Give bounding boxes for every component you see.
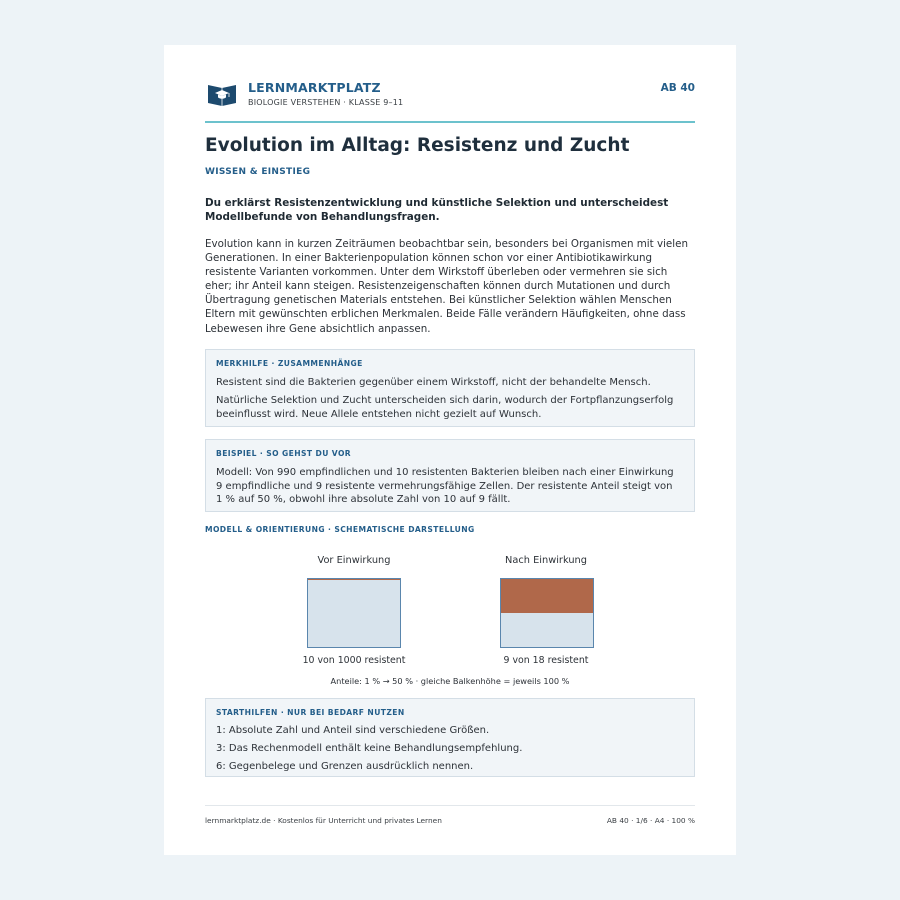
merkhilfe-line: Resistent sind die Bakterien gegenüber einem Wirkstoff, nicht der behandelte Mensch.	[216, 377, 651, 388]
modell-label: MODELL & ORIENTIERUNG · SCHEMATISCHE DARSTELLUNG	[205, 525, 475, 534]
merkhilfe-line: Natürliche Selektion und Zucht unterscheiden sich darin, wodurch der Fortpflanzungserfolg beeinflusst wird. Neue Allele entstehen nicht gezielt auf Wunsch.	[216, 395, 674, 420]
open-book-graduation-cap-icon	[207, 82, 237, 106]
page-header	[205, 79, 695, 119]
diagram-note: Anteile: 1 % → 50 % · gleiche Balkenhöhe = jeweils 100 %	[330, 676, 570, 686]
body-paragraph: Evolution kann in kurzen Zeiträumen beobachtbar sein, besonders bei Organismen mit vielen Generationen. In einer Bakterienpopulation können schon vor einer Antibiotikawirkung resistente Varianten vorkommen. Unter dem Wirkstoff überleben oder vermehren sie sich eher; ihr Anteil kann steigen. Resistenzeigenschaften können durch Mutationen und durch Übertragung genetischen Materials entstehen. Bei künstlicher Selektion wählen Menschen Eltern mit gewünschten erblichen Merkmalen. Beide Fälle verändern Häufigkeiten, ohne dass Lebewesen ihre Gene absichtlich anpassen.	[205, 238, 688, 335]
beispiel-label: BEISPIEL · SO GEHST DU VOR	[216, 449, 352, 458]
bar-title: Vor Einwirkung	[317, 555, 391, 566]
section-kicker: WISSEN & EINSTIEG	[205, 167, 311, 177]
footer-divider	[205, 805, 695, 806]
bar-title: Nach Einwirkung	[505, 555, 587, 566]
worksheet-page	[164, 45, 736, 855]
merkhilfe-box	[205, 349, 695, 427]
worksheet-code: AB 40	[660, 82, 695, 94]
bar-caption: 9 von 18 resistent	[503, 655, 589, 666]
header-divider	[205, 121, 695, 123]
bar-resistant-segment	[501, 579, 593, 613]
selection-diagram	[205, 545, 695, 695]
starthilfen-box	[205, 698, 695, 777]
page-title: Evolution im Alltag: Resistenz und Zucht	[205, 135, 630, 156]
bar-before	[307, 578, 401, 648]
footer-left: lernmarktplatz.de · Kostenlos für Unterricht und privates Lernen	[205, 816, 442, 825]
starthilfe-item: 6: Gegenbelege und Grenzen ausdrücklich nennen.	[216, 761, 474, 772]
bar-caption: 10 von 1000 resistent	[302, 655, 406, 666]
bar-sensitive-segment	[501, 613, 593, 647]
starthilfen-label: STARTHILFEN · NUR BEI BEDARF NUTZEN	[216, 708, 405, 717]
lead-text: Du erklärst Resistenzentwicklung und künstliche Selektion und unterscheidest Modellbefunde von Behandlungsfragen.	[205, 197, 669, 223]
brand-subtitle: BIOLOGIE VERSTEHEN · KLASSE 9–11	[248, 98, 404, 107]
bar-after	[500, 578, 594, 648]
merkhilfe-label: MERKHILFE · ZUSAMMENHÄNGE	[216, 359, 363, 368]
bar-sensitive-segment	[308, 580, 400, 647]
starthilfe-item: 1: Absolute Zahl und Anteil sind verschiedene Größen.	[216, 725, 490, 736]
brand-name: LERNMARKTPLATZ	[248, 80, 381, 95]
beispiel-text: Modell: Von 990 empfindlichen und 10 resistenten Bakterien bleiben nach einer Einwirkung 9 empfindliche und 9 resistente vermehrungsfähige Zellen. Der resistente Anteil steigt von 1 % auf 50 %, obwohl ihre absolute Zahl von 10 auf 9 fällt.	[216, 467, 674, 506]
starthilfe-item: 3: Das Rechenmodell enthält keine Behandlungsempfehlung.	[216, 743, 523, 754]
beispiel-box	[205, 439, 695, 512]
footer-right: AB 40 · 1/6 · A4 · 100 %	[606, 816, 695, 825]
